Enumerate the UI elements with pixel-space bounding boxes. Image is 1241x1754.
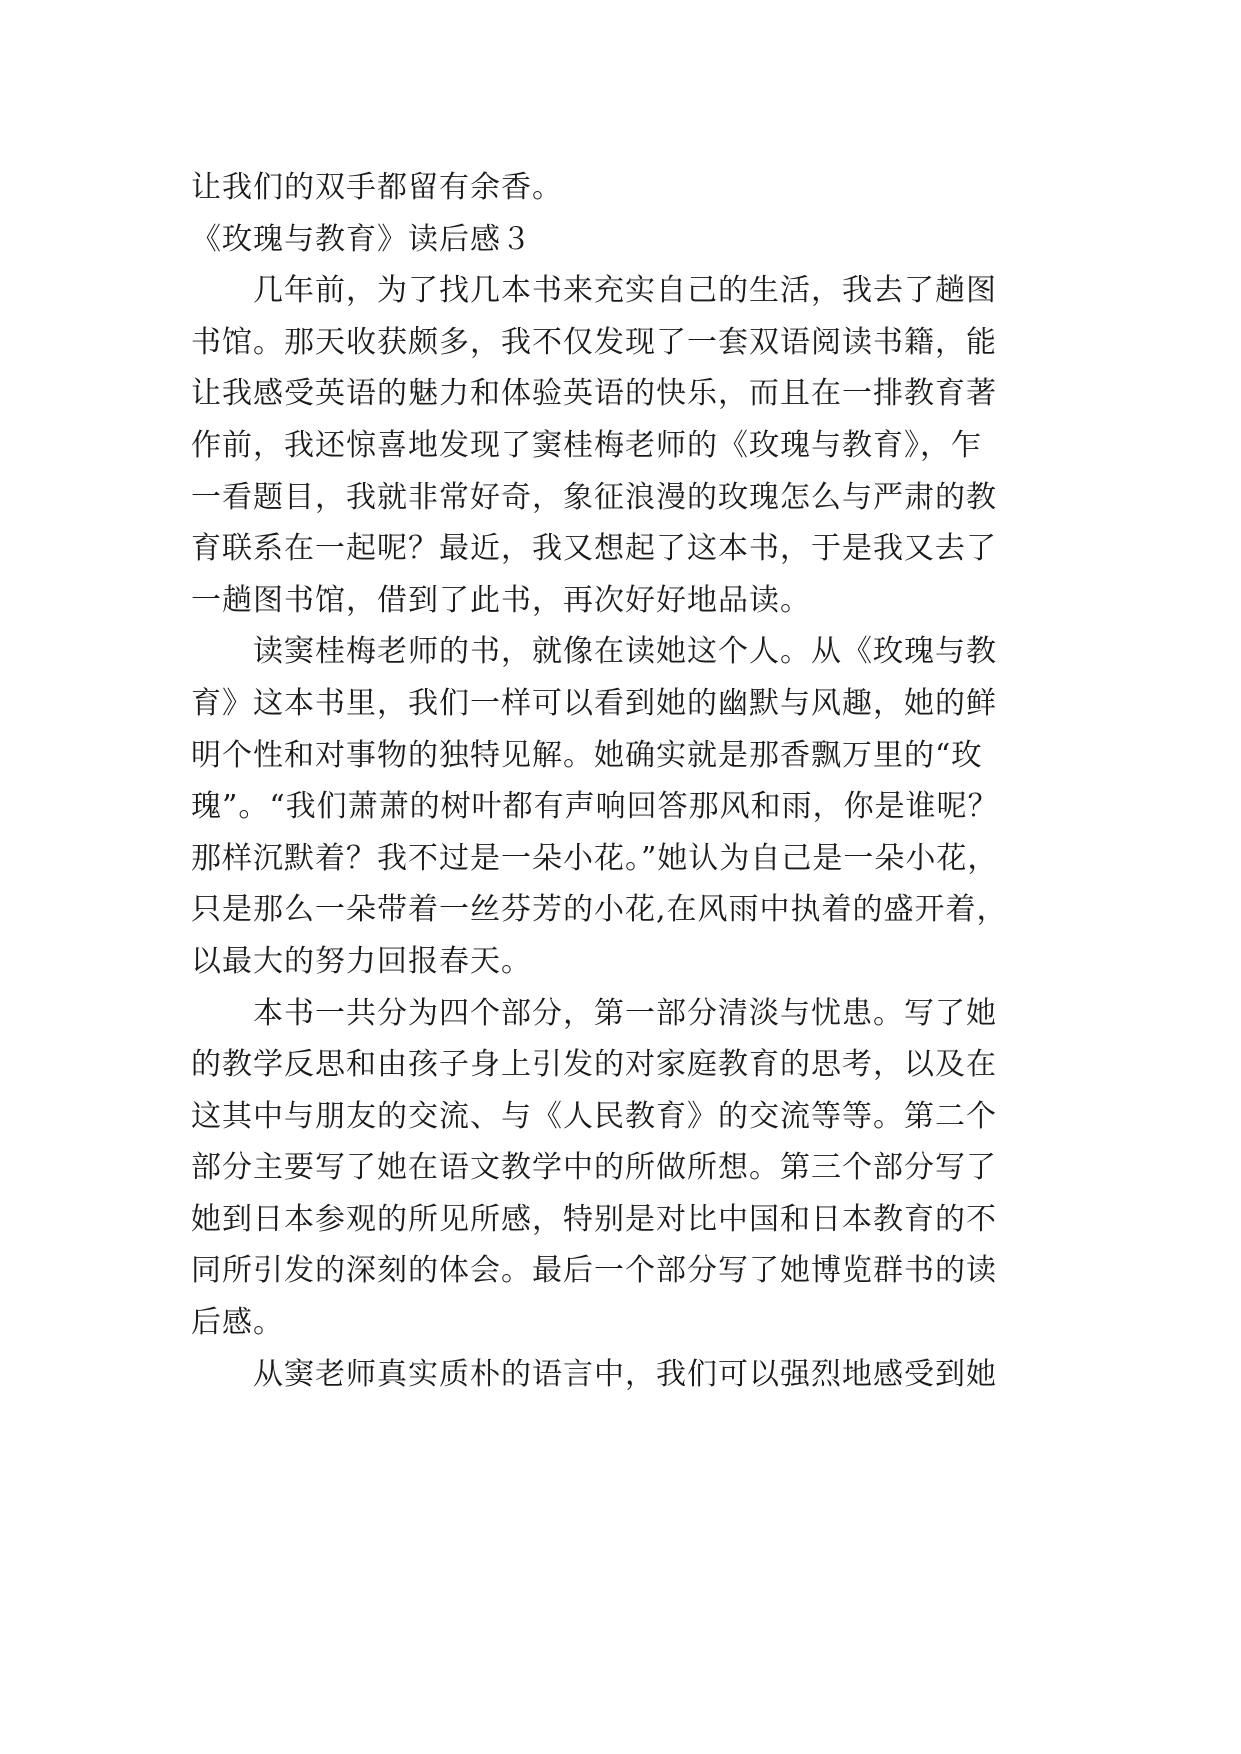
text-line: 这其中与朋友的交流、与《人民教育》的交流等等。第二个 bbox=[191, 1098, 997, 1134]
text-line: 一趟图书馆，借到了此书，再次好好地品读。 bbox=[191, 582, 811, 618]
text-line: 瑰”。“我们萧萧的树叶都有声响回答那风和雨，你是谁呢？ bbox=[191, 789, 999, 825]
text-line: 几年前，为了找几本书来充实自己的生活，我去了趟图 bbox=[253, 273, 997, 309]
text-line: 后感。 bbox=[191, 1305, 284, 1341]
text-line: 读窦桂梅老师的书，就像在读她这个人。从《玫瑰与教 bbox=[253, 634, 997, 670]
text-line: 让我们的双手都留有余香。 bbox=[191, 170, 563, 205]
text-line: 的教学反思和由孩子身上引发的对家庭教育的思考，以及在 bbox=[191, 1047, 997, 1083]
text-line: 一看题目，我就非常好奇，象征浪漫的玫瑰怎么与严肃的教 bbox=[191, 479, 997, 515]
text-line: 只是那么一朵带着一丝芬芳的小花,在风雨中执着的盛开着， bbox=[191, 892, 1008, 928]
text-line: 部分主要写了她在语文教学中的所做所想。第三个部分写了 bbox=[191, 1150, 997, 1186]
text-line: 让我感受英语的魅力和体验英语的快乐，而且在一排教育著 bbox=[191, 376, 997, 412]
text-line: 以最大的努力回报春天。 bbox=[191, 943, 532, 979]
text-line: 育》这本书里，我们一样可以看到她的幽默与风趣，她的鲜 bbox=[191, 685, 997, 721]
text-line: 同所引发的深刻的体会。最后一个部分写了她博览群书的读 bbox=[191, 1253, 997, 1289]
text-line: 书馆。那天收获颇多，我不仅发现了一套双语阅读书籍，能 bbox=[191, 324, 997, 360]
text-line: 从窦老师真实质朴的语言中，我们可以强烈地感受到她 bbox=[253, 1356, 997, 1392]
document-body bbox=[191, 162, 1051, 1400]
text-line: 作前，我还惊喜地发现了窦桂梅老师的《玫瑰与教育》，乍 bbox=[191, 427, 982, 463]
text-line: 她到日本参观的所见所感，特别是对比中国和日本教育的不 bbox=[191, 1201, 997, 1237]
text-line: 育联系在一起呢？最近，我又想起了这本书，于是我又去了 bbox=[191, 531, 997, 567]
text-line: 明个性和对事物的独特见解。她确实就是那香飘万里的“玫 bbox=[191, 737, 983, 773]
text-line: 那样沉默着？我不过是一朵小花。”她认为自己是一朵小花， bbox=[191, 840, 999, 876]
text-line: 本书一共分为四个部分，第一部分清淡与忧患。写了她 bbox=[253, 995, 997, 1031]
section-heading: 《玫瑰与教育》读后感３ bbox=[191, 221, 532, 257]
